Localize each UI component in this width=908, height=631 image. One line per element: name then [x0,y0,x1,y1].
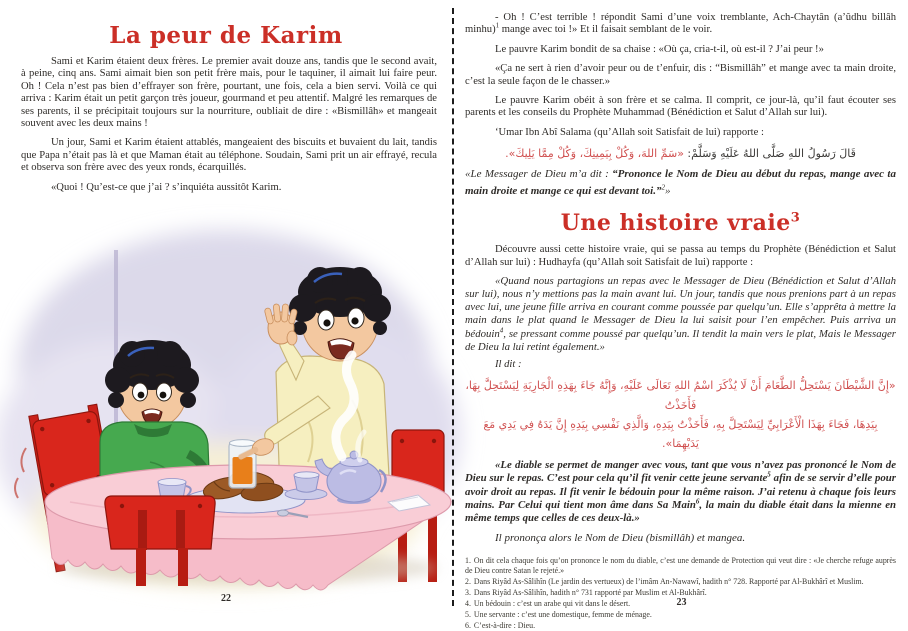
paragraph: Le pauvre Karim obéit à son frère et se calma. Il comprit, ce jour-là, qu’il faut écouter ses parents et les conseils du Prophète Muhammad (Bénédiction et Salut d’Allah sur lui). [465,94,896,119]
footnote-number: 1. [465,556,471,566]
paragraph [465,12,896,37]
hudhayfa-quote [465,275,896,354]
story-illustration [0,210,452,586]
hadith-quote: “Prononce le Nom de Dieu au début du repas, mange avec ta main droite et mange ce qui est devant toi.” [465,168,896,197]
juice-glass [229,440,256,488]
illustration-scene [0,210,452,586]
hadith2-french-translation [465,459,896,525]
il-dit-line: Il dit : [495,358,522,370]
footnotes-block [465,556,896,631]
quote-text: «Quand nous partagions un repas avec le Messager de Dieu (Bénédiction et Salut d’Allah sur lui), nous n’y mettions pas la main avant lui. Un jour, tandis que nous prenions part à un repas avec lui, une jeune fille arriva en courant comme poussée par quelqu’un. Elle s’apprêta à mettre la main dans le plat quand le Messager de Dieu la lui saisit pour l’en empêcher. Puis arriva un bédouin [465,274,896,340]
closing-line: Il prononça alors le Nom de Dieu (bismillâh) et mangea. [495,532,746,545]
hadith-arabic-quote: «سَمِّ اللهَ، وَكُلْ بِيَمِينِكَ، وَكُلْ مِمَّا يَلِيكَ». [505,147,684,161]
hadith2-arabic-line2: بِيَدِهَا، فَجَاءَ بِهَذَا الْأَعْرَابِيِّ لِيَسْتَحِلَّ بِهِ، فَأَخَذْتُ بِيَدِهِ، وَالَّذِي نَفْسِي بِيَدِهِ إِنَّ يَدَهُ فِي يَدِي مَعَ يَدَيْهِمَا». [483,417,878,451]
footnote-marker: 3 [790,211,801,227]
footnote-number: 5. [465,610,471,620]
footnote-marker: 6 [695,497,700,506]
footnote-marker: 5 [767,470,771,479]
left-page [0,0,452,614]
footnote-text: C’est-à-dire : Dieu. [473,621,536,631]
section-title [465,211,896,237]
section-title-text: Une histoire vraie [560,210,791,237]
footnote-number: 4. [465,599,471,609]
footnote [465,610,896,620]
hadith-arabic-narration: قَالَ رَسُولُ اللهِ صَلَّى اللهُ عَلَيْهِ وَسَلَّمْ: [683,147,856,161]
story-title: La peur de Karim [109,22,343,49]
paragraph: Sami et Karim étaient deux frères. Le premier avait douze ans, tandis que le second avait, à peine, cinq ans. Sami aimait bien son petit frère mais, pour le taquiner, il aimait lui faire peur. Oh ! Cela n’est pas bien d’effrayer son frère, pourtant, une fois, cela a bien servi. Voilà ce qui arriva : Karim était un petit garçon très joueur, gourmand et peu attentif. Malgré les remarques de ses parents, il se précipitait toujours sur la nourriture, oubliait de dire : «Bismillâh» et mangeait souvent avec les deux mains ! [21,56,437,129]
right-page [461,0,902,631]
quote-text: afin de se servir d’elle pour avoir droit au repas. Il fit venir le bédouin pour la même raison. J’ai retenu à chaque fois leurs mains. Par Celui qui tient mon âme dans Sa Main [465,472,896,511]
footnote-marker: 2 [661,183,665,192]
footnote-number: 2. [465,576,471,586]
paragraph: Le pauvre Karim bondit de sa chaise : «Où ça, cria-t-il, où est-il ? J’ai peur !» [495,43,824,55]
right-page-text [461,0,902,631]
footnote [465,556,896,575]
page-number-right: 23 [676,597,687,608]
paragraph: Un jour, Sami et Karim étaient attablés, mangeaient des biscuits et buvaient du lait, tandis que Papa n’était pas là et que Maman était au téléphone. Soudain, Sami prit un air effrayé, recula et observa son frère avec des yeux ronds, écarquillés. [21,137,437,174]
footnote-text: Un bédouin : c’est un arabe qui vit dans le désert. [473,599,631,609]
footnote-number: 6. [465,621,471,631]
hadith2-arabic-line1: «إِنَّ الشَّيْطَانَ يَسْتَحِلُّ الطَّعَامَ أَنْ لَا يُذْكَرَ اسْمُ اللهِ تَعَالَى عَلَيْهِ، وَإِنَّهُ جَاءَ بِهَذِهِ الْجَارِيَةِ لِيَسْتَحِلَّ بِهَا، فَأَخَذْتُ [465,379,896,412]
footnote-marker: 1 [495,21,500,30]
quote-text: , la main du diable était dans la mienne en même temps que celles de ces deux-là.» [465,498,896,524]
quote-text: , se pressant comme poussé par quelqu’un. Il tendit la main vers le plat, Mais le Messager de Dieu la lui retint également.» [465,327,896,353]
paragraph: Découvre aussi cette histoire vraie, qui se passa au temps du Prophète (Bénédiction et Salut d’Allah sur lui) : Hudhayfa (qu’Allah soit Satisfait de lui) rapporte : [465,244,896,268]
footnote-text: Dans Riyâd As-Sâlihîn (Le jardin des vertueux) de l’imâm An-Nawawî, hadith n° 728. Rapporté par Al-Bukhârî et Muslim. [473,576,864,586]
footnote-text: Une servante : c’est une domestique, femme de ménage. [473,610,652,620]
paragraph-text: - Oh ! C’est terrible ! répondit Sami d’une voix tremblante, Ach-Chaytân (a’ûdhu billâh minhu) [465,12,896,36]
paragraph: ‘Umar Ibn Abî Salama (qu’Allah soit Satisfait de lui) rapporte : [495,126,764,138]
footnote [465,577,896,587]
footnote-text: Dans Riyâd As-Sâlihîn, hadith n° 731 rapporté par Muslim et Al-Bukhârî. [473,587,707,597]
page-number-left: 22 [221,593,231,604]
footnote-text: On dit cela chaque fois qu’on prononce le nom du diable, c’est une demande de Protection qui veut dire : «Je cherche refuge auprès de Dieu contre Satan le rejeté.» [465,556,896,575]
hadith-french-translation [465,166,896,199]
quote-text: «Le diable se permet de manger avec vous, tant que vous n’avez pas prononcé le Nom de Dieu sur le repas. C’est pour cela qu’il fit venir cette jeune servante [465,459,896,485]
paragraph-text: mange avec toi !» Et il faisait semblant de le voir. [499,24,713,36]
paragraph: «Ça ne sert à rien d’avoir peur ou de t’enfuir, dis : “Bismillâh” et mange avec ta main droite, c’est la seule façon de le chasser.» [465,63,896,87]
footnote-number: 3. [465,587,471,597]
hadith-lead: «Le Messager de Dieu m’a dit : [465,168,613,181]
footnote [465,621,896,631]
hadith-arabic-line [465,144,896,163]
paragraph: «Quoi ! Qu’est-ce que j’ai ? s’inquiéta aussitôt Karim. [51,181,282,193]
hadith2-arabic [465,376,896,453]
page-divider-dashed-line [452,8,454,606]
footnote-marker: 4 [499,325,504,334]
left-page-text [0,56,452,194]
hadith-close: » [664,184,671,197]
